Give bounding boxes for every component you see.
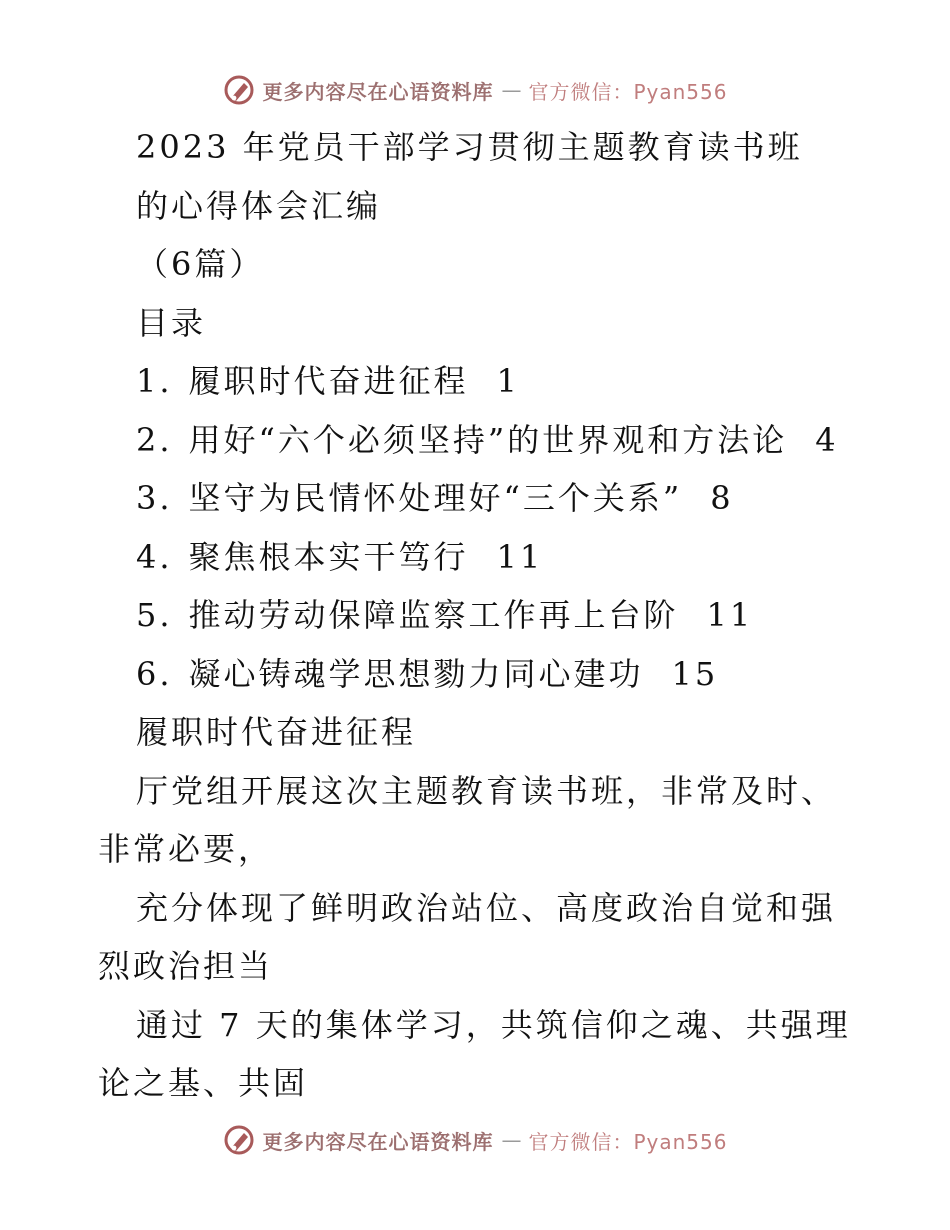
toc-item-number: 3. [136,479,173,517]
toc-item-page: 8 [710,479,734,517]
section-title: 履职时代奋进征程 [136,713,417,751]
toc-item-page: 15 [671,654,719,693]
toc-item-title: 坚守为民情怀处理好“三个关系” [188,479,683,517]
toc-item [98,528,858,587]
watermark-footer [0,1120,950,1160]
toc-item-page: 4 [815,420,839,459]
watermark-main-text: 更多内容尽在心语资料库 [262,79,494,104]
toc-item-title: 凝心铸魂学思想勠力同心建功 [188,654,644,693]
watermark-wechat-text: 官方微信：Pyan556 [528,1129,728,1154]
watermark-main-text: 更多内容尽在心语资料库 [262,1129,494,1154]
toc-item-page: 11 [496,537,544,576]
toc-item [98,645,858,704]
document-count: （6篇） [136,245,265,283]
toc-item [98,469,858,528]
paragraph: 厅党组开展这次主题教育读书班，非常及时、非常必要， [98,771,837,868]
toc-item-title: 履职时代奋进征程 [188,362,469,400]
document-body [98,118,858,1113]
toc-item-page: 11 [706,596,754,634]
pen-nib-icon [222,73,256,107]
toc-item [98,352,858,411]
toc-item-page: 1 [496,362,520,400]
paragraph: 通过 7 天的集体学习，共筑信仰之魂、共强理论之基、共固 [98,1005,851,1102]
watermark-separator: — [501,1128,523,1152]
toc-item-number: 1. [136,362,173,400]
toc-item-number: 6. [136,654,173,693]
toc-item-number: 4. [136,537,173,576]
watermark-header [0,70,950,110]
toc-item-title: 聚焦根本实干笃行 [188,537,469,576]
paragraph: 充分体现了鲜明政治站位、高度政治自觉和强烈政治担当 [98,888,837,985]
toc-heading: 目录 [136,303,207,342]
watermark-separator: — [501,78,523,102]
toc-item-number: 5. [136,596,173,634]
pen-nib-icon [222,1123,256,1157]
watermark-wechat-text: 官方微信：Pyan556 [528,79,728,104]
toc-item-number: 2. [136,420,173,459]
toc-item-title: 推动劳动保障监察工作再上台阶 [188,596,679,634]
toc-item-title: 用好“六个必须坚持”的世界观和方法论 [188,420,788,459]
toc-item [98,586,858,645]
document-title-line-1: 2023 年党员干部学习贯彻主题教育读书班 [136,128,803,166]
toc-item [98,411,858,470]
document-title-line-2: 的心得体会汇编 [136,186,382,225]
